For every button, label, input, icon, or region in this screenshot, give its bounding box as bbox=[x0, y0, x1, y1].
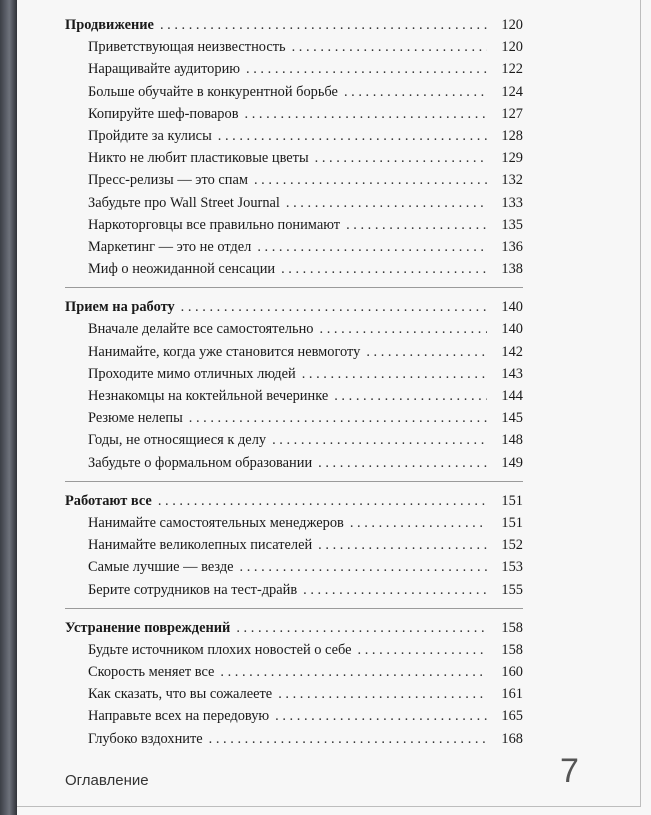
toc-entry-page: 143 bbox=[501, 365, 523, 382]
table-of-contents bbox=[65, 14, 523, 757]
toc-entry-page: 124 bbox=[501, 83, 523, 100]
toc-entry-title: Самые лучшие — везде bbox=[88, 559, 234, 576]
toc-entry-page: 145 bbox=[501, 410, 523, 427]
toc-section-heading[interactable] bbox=[65, 296, 523, 318]
dot-leader bbox=[236, 617, 487, 639]
toc-entry-title: Больше обучайте в конкурентной борьбе bbox=[88, 83, 338, 100]
dot-leader bbox=[318, 452, 487, 474]
toc-entry-page: 151 bbox=[501, 514, 523, 531]
dot-leader bbox=[181, 296, 487, 318]
toc-entry[interactable] bbox=[65, 192, 523, 214]
book-spine bbox=[0, 0, 17, 815]
toc-entry[interactable] bbox=[65, 36, 523, 58]
toc-section bbox=[65, 490, 523, 601]
toc-section-heading-page: 140 bbox=[501, 299, 523, 316]
toc-entry[interactable] bbox=[65, 556, 523, 578]
toc-entry[interactable] bbox=[65, 147, 523, 169]
toc-section-heading-page: 158 bbox=[501, 619, 523, 636]
toc-entry-title: Маркетинг — это не отдел bbox=[88, 238, 252, 255]
toc-section bbox=[65, 617, 523, 750]
toc-entry-page: 155 bbox=[501, 581, 523, 598]
toc-entry-title: Проходите мимо отличных людей bbox=[88, 365, 296, 382]
toc-entry-title: Нанимайте самостоятельных менеджеров bbox=[88, 514, 344, 531]
toc-entry-page: 133 bbox=[501, 194, 523, 211]
toc-entry-title: Направьте всех на передовую bbox=[88, 708, 270, 725]
toc-entry[interactable] bbox=[65, 81, 523, 103]
toc-section bbox=[65, 296, 523, 474]
footer-label: Оглавление bbox=[65, 772, 149, 789]
toc-entry-title: Наращивайте аудиторию bbox=[88, 61, 241, 78]
toc-entry-title: Годы, не относящиеся к делу bbox=[88, 432, 267, 449]
toc-entry-title: Наркоторговцы все правильно понимают bbox=[88, 216, 341, 233]
dot-leader bbox=[346, 214, 487, 236]
toc-entry-page: 153 bbox=[501, 559, 523, 576]
toc-entry-title: Никто не любит пластиковые цветы bbox=[88, 150, 309, 167]
toc-entry-page: 158 bbox=[501, 641, 523, 658]
dot-leader bbox=[245, 103, 488, 125]
toc-entry-title: Скорость меняет все bbox=[88, 664, 215, 681]
toc-entry[interactable] bbox=[65, 683, 523, 705]
toc-entry-page: 138 bbox=[501, 261, 523, 278]
dot-leader bbox=[272, 429, 487, 451]
dot-leader bbox=[303, 579, 487, 601]
toc-entry-page: 120 bbox=[501, 39, 523, 56]
dot-leader bbox=[320, 318, 488, 340]
dot-leader bbox=[278, 683, 487, 705]
dot-leader bbox=[246, 58, 487, 80]
toc-section-heading-title: Продвижение bbox=[65, 17, 154, 33]
toc-entry[interactable] bbox=[65, 385, 523, 407]
dot-leader bbox=[366, 341, 487, 363]
dot-leader bbox=[315, 147, 487, 169]
page-number: 7 bbox=[560, 752, 579, 790]
section-divider bbox=[65, 608, 523, 609]
toc-entry[interactable] bbox=[65, 125, 523, 147]
toc-entry-page: 128 bbox=[501, 127, 523, 144]
dot-leader bbox=[189, 407, 487, 429]
toc-section-heading[interactable] bbox=[65, 490, 523, 512]
toc-entry[interactable] bbox=[65, 214, 523, 236]
dot-leader bbox=[281, 258, 487, 280]
toc-entry-title: Нанимайте великолепных писателей bbox=[88, 537, 313, 554]
dot-leader bbox=[318, 534, 487, 556]
dot-leader bbox=[275, 705, 487, 727]
toc-entry-title: Резюме нелепы bbox=[88, 410, 183, 427]
toc-entry-page: 132 bbox=[501, 172, 523, 189]
toc-entry-page: 152 bbox=[501, 537, 523, 554]
toc-entry[interactable] bbox=[65, 579, 523, 601]
section-divider bbox=[65, 287, 523, 288]
toc-entry-title: Глубоко вздохните bbox=[88, 730, 203, 747]
section-divider bbox=[65, 481, 523, 482]
toc-entry[interactable] bbox=[65, 58, 523, 80]
dot-leader bbox=[209, 728, 487, 750]
toc-entry-page: 144 bbox=[501, 388, 523, 404]
toc-entry-title: Приветствующая неизвестность bbox=[88, 39, 286, 56]
dot-leader bbox=[158, 490, 487, 512]
toc-entry[interactable] bbox=[65, 429, 523, 451]
toc-section bbox=[65, 14, 523, 280]
toc-entry-page: 149 bbox=[501, 454, 523, 471]
toc-entry-page: 122 bbox=[501, 61, 523, 78]
toc-entry-title: Вначале делайте все самостоятельно bbox=[88, 321, 314, 338]
toc-entry-title: Берите сотрудников на тест-драйв bbox=[88, 581, 298, 598]
toc-section-heading-title: Устранение повреждений bbox=[65, 619, 231, 636]
dot-leader bbox=[257, 236, 487, 258]
dot-leader bbox=[344, 81, 487, 103]
toc-entry[interactable] bbox=[65, 363, 523, 385]
toc-section-heading-page: 120 bbox=[501, 17, 523, 33]
toc-entry-page: 160 bbox=[501, 664, 523, 681]
toc-entry[interactable] bbox=[65, 661, 523, 683]
toc-entry-page: 168 bbox=[501, 730, 523, 747]
toc-section-heading-title: Прием на работу bbox=[65, 299, 175, 316]
toc-entry[interactable] bbox=[65, 318, 523, 340]
toc-entry[interactable] bbox=[65, 341, 523, 363]
toc-entry-title: Пройдите за кулисы bbox=[88, 127, 212, 144]
toc-entry-page: 142 bbox=[501, 343, 523, 360]
toc-entry[interactable] bbox=[65, 512, 523, 534]
toc-entry-page: 129 bbox=[501, 150, 523, 167]
dot-leader bbox=[358, 639, 487, 661]
toc-entry-title: Забудьте о формальном образовании bbox=[88, 454, 313, 471]
toc-entry-page: 136 bbox=[501, 238, 523, 255]
toc-entry-page: 165 bbox=[501, 708, 523, 725]
toc-entry-page: 140 bbox=[501, 321, 523, 338]
dot-leader bbox=[240, 556, 487, 578]
toc-entry[interactable] bbox=[65, 728, 523, 750]
dot-leader bbox=[254, 169, 487, 191]
toc-entry-page: 127 bbox=[501, 105, 523, 122]
toc-entry-title: Забудьте про Wall Street Journal bbox=[88, 194, 280, 211]
toc-entry[interactable] bbox=[65, 534, 523, 556]
toc-entry-title: Как сказать, что вы сожалеете bbox=[88, 686, 273, 703]
toc-entry[interactable] bbox=[65, 258, 523, 280]
toc-section-heading-title: Работают все bbox=[65, 492, 152, 509]
toc-entry-title: Незнакомцы на коктейльной вечеринке bbox=[88, 388, 329, 404]
toc-entry-title: Пресс-релизы — это спам bbox=[88, 172, 248, 189]
dot-leader bbox=[302, 363, 487, 385]
dot-leader bbox=[286, 192, 487, 214]
toc-entry[interactable] bbox=[65, 169, 523, 191]
page-edge-bottom bbox=[17, 806, 641, 807]
toc-entry-page: 148 bbox=[501, 432, 523, 449]
toc-entry[interactable] bbox=[65, 452, 523, 474]
dot-leader bbox=[334, 385, 487, 407]
toc-entry[interactable] bbox=[65, 639, 523, 661]
dot-leader bbox=[218, 125, 487, 147]
toc-entry[interactable] bbox=[65, 103, 523, 125]
dot-leader bbox=[220, 661, 487, 683]
toc-entry[interactable] bbox=[65, 705, 523, 727]
dot-leader bbox=[350, 512, 487, 534]
toc-entry-title: Будьте источником плохих новостей о себе bbox=[88, 641, 352, 658]
toc-section-heading-page: 151 bbox=[501, 492, 523, 509]
toc-section-heading[interactable] bbox=[65, 617, 523, 639]
toc-entry-title: Копируйте шеф-поваров bbox=[88, 105, 239, 122]
toc-section-heading[interactable] bbox=[65, 14, 523, 36]
toc-entry[interactable] bbox=[65, 407, 523, 429]
dot-leader bbox=[292, 36, 487, 58]
dot-leader bbox=[160, 14, 487, 36]
toc-entry[interactable] bbox=[65, 236, 523, 258]
toc-entry-title: Миф о неожиданной сенсации bbox=[88, 261, 276, 278]
toc-entry-page: 135 bbox=[501, 216, 523, 233]
toc-entry-title: Нанимайте, когда уже становится невмоготу bbox=[88, 343, 361, 360]
toc-entry-page: 161 bbox=[501, 686, 523, 703]
page-edge-right bbox=[640, 0, 641, 806]
